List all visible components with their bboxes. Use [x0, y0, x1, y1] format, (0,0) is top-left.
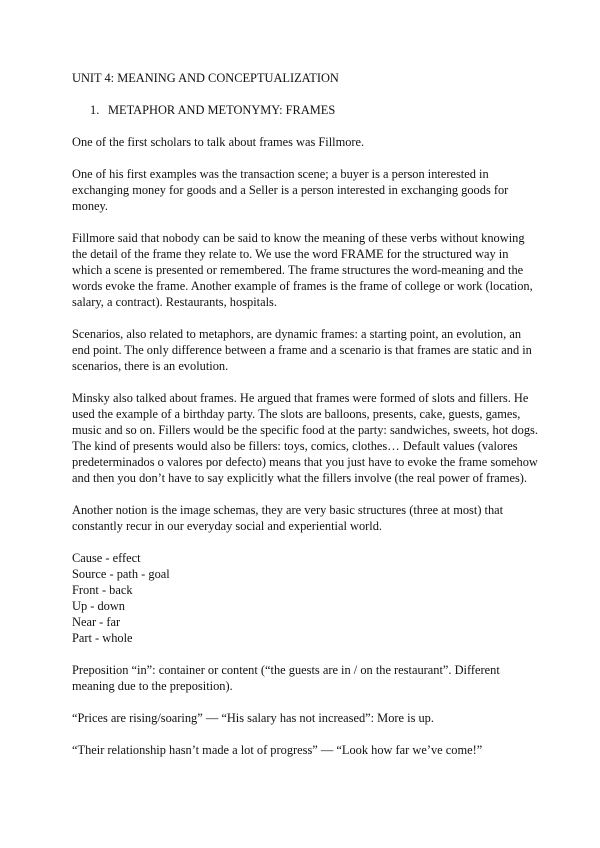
- image-schema-list: [72, 550, 542, 646]
- text-line: One of his first examples was the transaction scene; a buyer is a person interested in: [72, 167, 489, 181]
- text-line: scenarios, there is an evolution.: [72, 359, 229, 373]
- schema-item: Front - back: [72, 583, 133, 597]
- text-line: words evoke the frame. Another example of frames is the frame of college or work (location,: [72, 279, 533, 293]
- paragraph: [72, 166, 542, 214]
- unit-title: UNIT 4: MEANING AND CONCEPTUALIZATION: [72, 71, 339, 85]
- schema-item: Up - down: [72, 599, 125, 613]
- text-line: “Prices are rising/soaring” — “His salary has not increased”: More is up.: [72, 711, 434, 725]
- text-line: used the example of a birthday party. The slots are balloons, presents, cake, guests, games,: [72, 407, 521, 421]
- text-line: The kind of presents would also be fillers: toys, comics, clothes… Default values (valores: [72, 439, 518, 453]
- text-line: Minsky also talked about frames. He argued that frames were formed of slots and fillers. He: [72, 391, 529, 405]
- document-page: [72, 70, 542, 774]
- text-line: which a scene is presented or remembered. The frame structures the word-meaning and the: [72, 263, 524, 277]
- section-label: METAPHOR AND METONYMY: FRAMES: [108, 103, 336, 117]
- text-line: “Their relationship hasn’t made a lot of progress” — “Look how far we’ve come!”: [72, 743, 483, 757]
- paragraph: [72, 134, 542, 150]
- example-paragraph: [72, 742, 542, 758]
- text-line: end point. The only difference between a frame and a scenario is that frames are static and in: [72, 343, 532, 357]
- schema-item: Near - far: [72, 615, 121, 629]
- section-heading: [72, 102, 542, 118]
- text-line: salary, a contract). Restaurants, hospitals.: [72, 295, 277, 309]
- paragraph: [72, 390, 542, 486]
- text-line: Scenarios, also related to metaphors, are dynamic frames: a starting point, an evolution, an: [72, 327, 522, 341]
- text-line: Preposition “in”: container or content (“the guests are in / on the restaurant”. Different: [72, 663, 500, 677]
- paragraph: [72, 230, 542, 310]
- text-line: money.: [72, 199, 109, 213]
- section-number: 1.: [90, 103, 100, 117]
- text-line: Fillmore said that nobody can be said to know the meaning of these verbs without knowing: [72, 231, 525, 245]
- text-line: Another notion is the image schemas, they are very basic structures (three at most) that: [72, 503, 504, 517]
- paragraph: [72, 326, 542, 374]
- text-line: One of the first scholars to talk about frames was Fillmore.: [72, 135, 365, 149]
- text-line: constantly recur in our everyday social and experiential world.: [72, 519, 382, 533]
- text-line: music and so on. Fillers would be the specific food at the party: sandwiches, sweets, hot dogs.: [72, 423, 538, 437]
- example-paragraph: [72, 710, 542, 726]
- text-line: meaning due to the preposition).: [72, 679, 233, 693]
- text-line: exchanging money for goods and a Seller is a person interested in exchanging goods for: [72, 183, 509, 197]
- text-line: and then you don’t have to say explicitly what the fillers involve (the real power of frames).: [72, 471, 527, 485]
- example-paragraph: [72, 662, 542, 694]
- paragraph: [72, 502, 542, 534]
- schema-item: Part - whole: [72, 631, 133, 645]
- schema-item: Source - path - goal: [72, 567, 170, 581]
- text-line: the detail of the frame they relate to. We use the word FRAME for the structured way in: [72, 247, 509, 261]
- text-line: predeterminados o valores por defecto) means that you just have to evoke the frame somehow: [72, 455, 538, 469]
- schema-item: Cause - effect: [72, 551, 141, 565]
